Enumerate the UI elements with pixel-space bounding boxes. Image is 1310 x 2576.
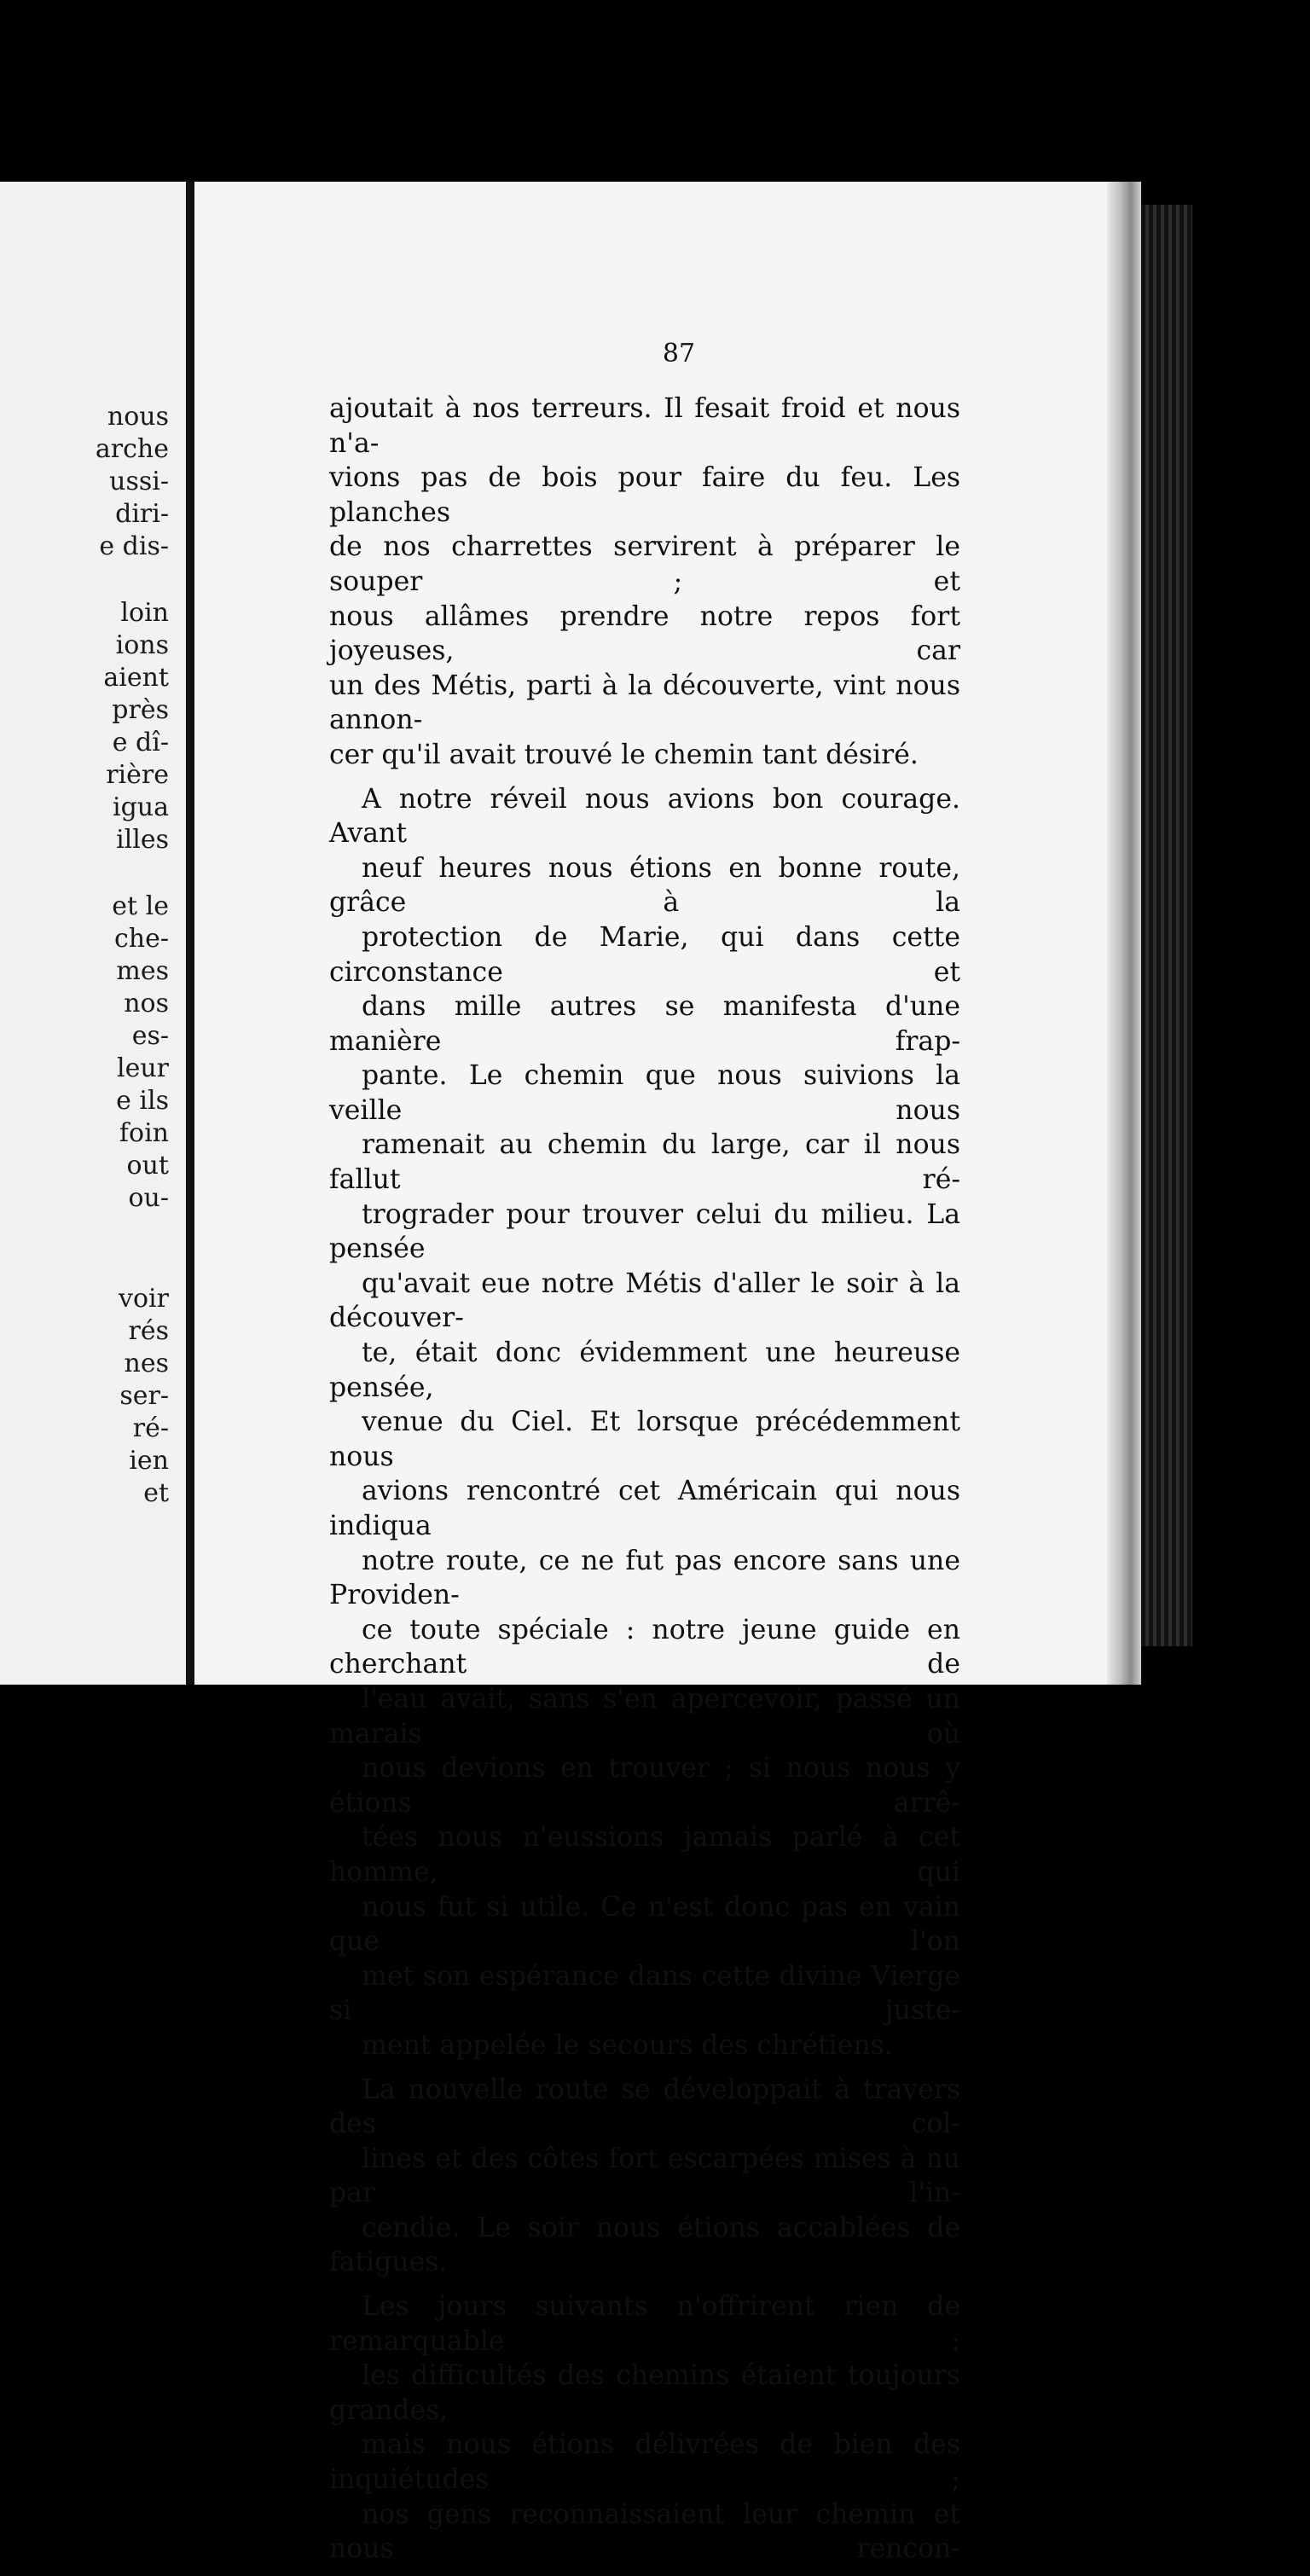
text-line: vions pas de bois pour faire du feu. Les planches — [329, 462, 960, 528]
left-page-fragment: leur — [116, 1053, 169, 1083]
left-page-fragment: e dis- — [99, 531, 169, 561]
left-page-fragment: foin — [119, 1118, 169, 1148]
page-edge — [1107, 182, 1141, 1685]
paragraph — [329, 2073, 960, 2281]
text-line: venue du Ciel. Et lorsque précédemment nous — [329, 1407, 960, 1472]
left-page-fragment: mes — [116, 956, 169, 986]
text-line: ramenait au chemin du large, car il nous fallut ré- — [329, 1129, 960, 1196]
left-page-fragment: ser- — [119, 1381, 169, 1411]
text-line: cendie. Le soir nous étions accablées de fatigues. — [329, 2212, 960, 2278]
page-number: 87 — [662, 339, 696, 368]
left-page-fragment: nes — [124, 1349, 169, 1378]
text-line: les difficultés des chemins étaient toujours grandes, — [329, 2360, 960, 2426]
text-line: dans mille autres se manifesta d'une manière frap- — [329, 991, 960, 1057]
paragraph — [329, 2289, 960, 2567]
text-line: La nouvelle route se développait à travers des col- — [329, 2074, 960, 2140]
text-line: lines et des côtes fort escarpées mises à nu par l'in- — [329, 2143, 960, 2209]
left-page-fragment: es- — [131, 1021, 169, 1051]
left-page-fragment: e dî- — [112, 728, 169, 757]
book-fore-edge — [1141, 205, 1192, 1646]
left-page-fragment: ions — [115, 630, 169, 660]
left-page-fragment: diri- — [115, 499, 169, 529]
book-gutter — [186, 182, 194, 1685]
left-page-fragment: loin — [120, 598, 169, 628]
left-page-fragment: ré- — [132, 1413, 169, 1443]
left-page-fragment: nos — [124, 989, 169, 1018]
text-line: avions rencontré cet Américain qui nous indiqua — [329, 1476, 960, 1541]
previous-page — [0, 182, 194, 1685]
text-line: nous allâmes prendre notre repos fort joyeuses, car — [329, 600, 960, 667]
left-page-fragment: illes — [116, 825, 169, 855]
text-line: pante. Le chemin que nous suivions la veille nous — [329, 1060, 960, 1126]
page-text — [329, 392, 960, 2576]
text-line: tées nous n'eussions jamais parlé à cet homme, qui — [329, 1822, 960, 1888]
left-page-fragment: che- — [113, 924, 169, 954]
left-page-fragment: aient — [103, 663, 169, 693]
text-line: un des Métis, parti à la découverte, vint nous annon- — [329, 670, 960, 736]
paragraph — [329, 392, 960, 773]
left-page-fragment: ien — [129, 1446, 169, 1476]
text-line: nos gens reconnaissaient leur chemin et nous rencon- — [329, 2498, 960, 2565]
text-line: ajoutait à nos terreurs. Il fesait froid et nous n'a- — [329, 393, 960, 459]
text-line: Les jours suivants n'offrirent rien de remarquable : — [329, 2291, 960, 2357]
text-line: ment appelée le secours des chrétiens. — [362, 2029, 893, 2061]
left-page-fragment: arche — [95, 434, 169, 464]
text-line: mais nous étions délivrées de bien des inquiétudes ; — [329, 2429, 960, 2496]
left-page-fragment: voir — [119, 1284, 169, 1314]
left-page-fragment: rière — [106, 760, 169, 790]
left-page-fragment: igua — [112, 792, 169, 822]
text-line: de nos charrettes servirent à préparer le souper ; et — [329, 531, 960, 597]
paragraph — [329, 782, 960, 2063]
text-line: neuf heures nous étions en bonne route, grâce à la — [329, 852, 960, 919]
left-page-fragment: rés — [128, 1316, 169, 1346]
text-line: protection de Marie, qui dans cette circonstance et — [329, 921, 960, 988]
left-page-fragment: et le — [112, 891, 169, 921]
text-line: notre route, ce ne fut pas encore sans une Providen- — [329, 1545, 960, 1611]
text-line: qu'avait eue notre Métis d'aller le soir à la découver- — [329, 1268, 960, 1334]
left-page-fragment: ussi- — [109, 467, 169, 496]
text-line: l'eau avait, sans s'en apercevoir, passé un marais où — [329, 1683, 960, 1749]
current-page — [194, 182, 1124, 2565]
left-page-fragment: ou- — [128, 1183, 169, 1213]
text-line: nous fut si utile. Ce n'est donc pas en vain que l'on — [329, 1891, 960, 1958]
left-page-fragment: et — [143, 1478, 169, 1508]
left-page-fragment: près — [112, 695, 169, 725]
text-line: cer qu'il avait trouvé le chemin tant désiré. — [329, 739, 919, 770]
text-line: nous devions en trouver ; si nous nous y étions arrê- — [329, 1753, 960, 1819]
text-line: met son espérance dans cette divine Vierge si juste- — [329, 1960, 960, 2027]
text-line: ce toute spéciale : notre jeune guide en cherchant de — [329, 1614, 960, 1680]
left-page-fragment: out — [126, 1151, 169, 1181]
left-page-fragment: e ils — [116, 1086, 169, 1116]
left-page-fragment: nous — [107, 402, 169, 432]
text-line: A notre réveil nous avions bon courage. Avant — [329, 783, 960, 850]
text-line: te, était donc évidemment une heureuse pensée, — [329, 1337, 960, 1403]
text-line: trograder pour trouver celui du milieu. La pensée — [329, 1198, 960, 1265]
